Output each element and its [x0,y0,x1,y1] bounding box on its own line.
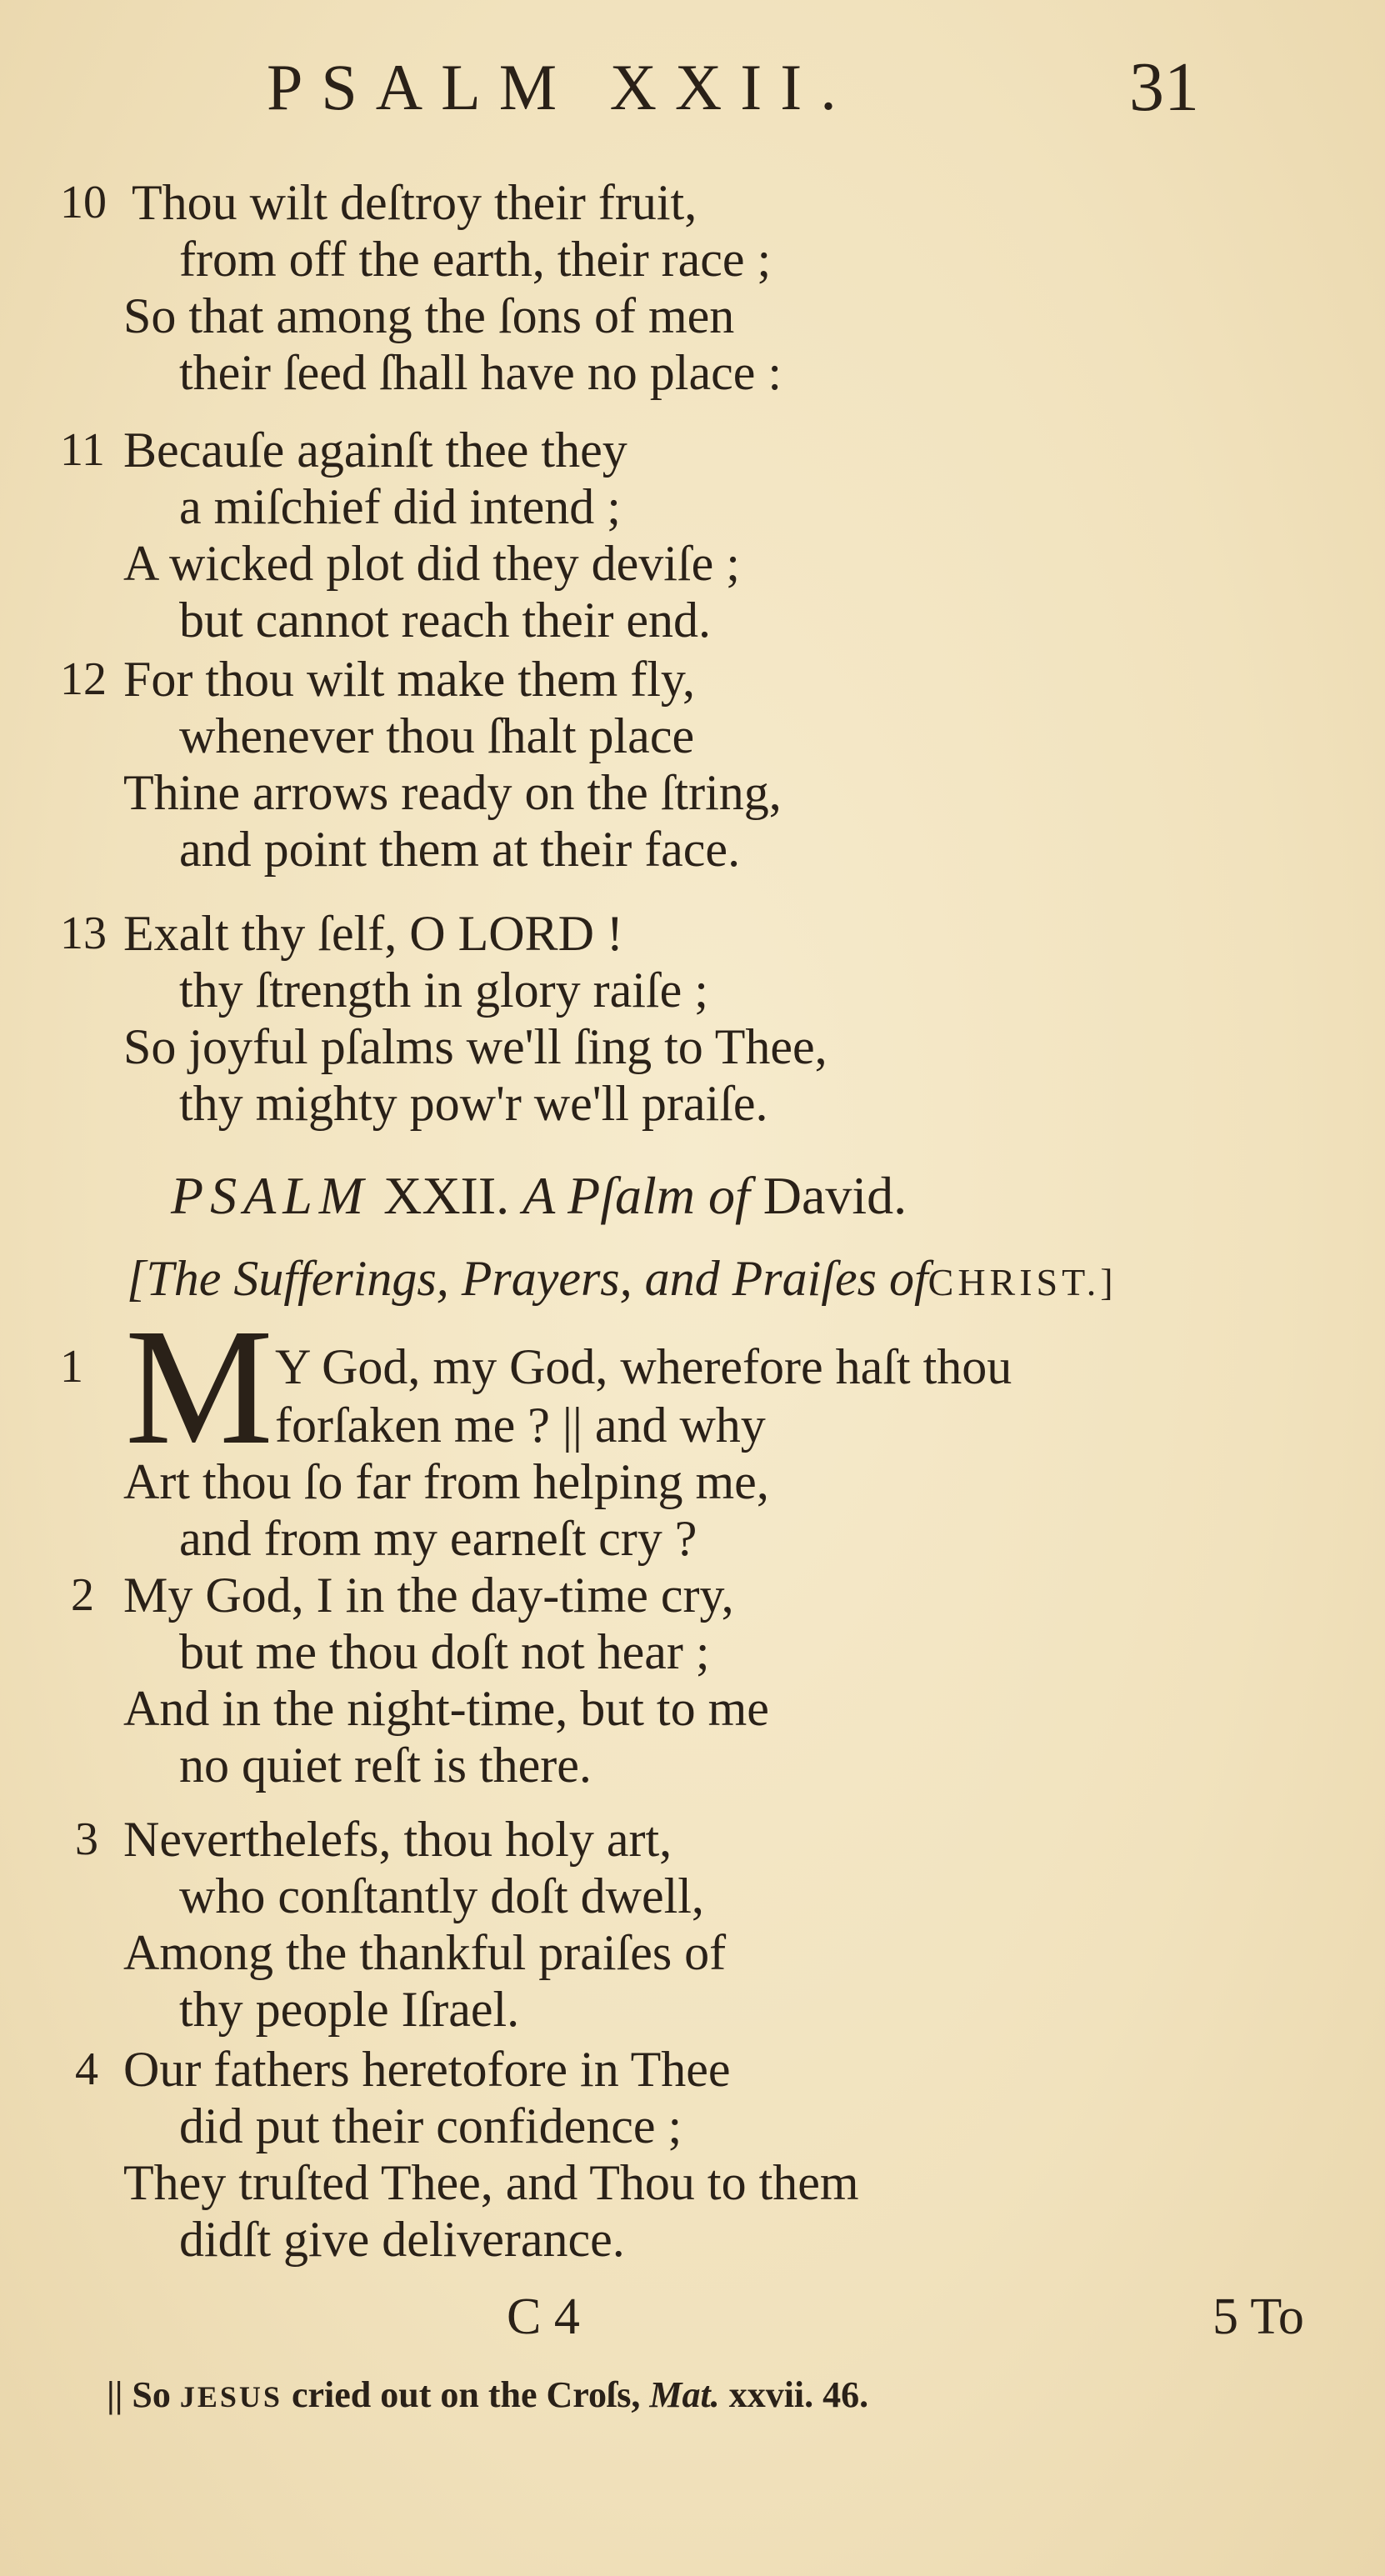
verse-line: So joyful pſalms we'll ſing to Thee, [123,1019,828,1074]
footnote-ref-italic: Mat. [649,2374,720,2415]
psalm-heading-number: XXII. [383,1166,510,1225]
footnote [107,2373,868,2416]
verse-line: forſaken me ? || and why [275,1398,766,1453]
footnote-ref: xxvii. 46. [728,2374,869,2415]
verse-line: but cannot reach their end. [179,593,712,648]
verse-line: did put their confidence ; [179,2098,682,2153]
verse-line: but me thou doſt not hear ; [179,1624,710,1679]
psalm-heading-word: PSALM [171,1166,371,1225]
verse-line: Thine arrows ready on the ſtring, [123,765,782,820]
footnote-mark: || [107,2374,123,2415]
verse-line: Y God, my God, wherefore haſt thou [275,1339,1012,1394]
verse-number: 4 [75,2043,98,2095]
verse-line: thy ſtrength in glory raiſe ; [179,963,708,1018]
verse-line: My God, I in the day-time cry, [123,1568,734,1623]
running-head: PSALM XXII. [267,51,855,123]
psalm-heading [171,1165,907,1227]
verse-line: and from my earneſt cry ? [179,1511,698,1566]
verse-number: 12 [60,653,107,705]
subtitle-italic: [The Sufferings, Prayers, and Praiſes of [127,1251,928,1306]
verse-line: thy people Iſrael. [179,1982,520,2037]
verse-number: 2 [71,1569,94,1621]
footnote-mid: cried out on the Croſs, [291,2374,641,2415]
verse-number: 3 [75,1813,98,1865]
verse-line: Our fathers heretofore in Thee [123,2042,731,2097]
verse-line: who conſtantly doſt dwell, [179,1868,704,1923]
verse-line: from off the earth, their race ; [179,232,772,287]
verse-line: and point them at their face. [179,822,741,877]
catchword: 5 To [1212,2288,1304,2345]
verse-number: 1 [60,1341,83,1393]
footnote-name: JESUS [179,2380,282,2413]
psalm-subtitle [127,1250,1118,1308]
verse-line: For thou wilt make them fly, [123,652,696,707]
verse-line: Exalt thy ſelf, O LORD ! [123,906,623,961]
verse-line: thy mighty pow'r we'll praiſe. [179,1076,768,1131]
verse-line: So that among the ſons of men [123,288,735,343]
verse-line: didſt give deliverance. [179,2212,625,2267]
signature-mark: C 4 [507,2288,580,2345]
verse-line: Becauſe againſt thee they [123,423,628,478]
verse-line: They truſted Thee, and Thou to them [123,2155,859,2210]
page-number: 31 [1129,48,1199,126]
verse-line: no quiet reſt is there. [179,1738,592,1793]
drop-cap: M [125,1295,273,1479]
verse-line: Among the thankful praiſes of [123,1925,727,1980]
psalm-heading-italic: A Pſalm of [522,1166,750,1225]
verse-number: 10 [60,177,107,228]
verse-line: Thou wilt deſtroy their fruit, [132,175,698,230]
verse-line: A wicked plot did they deviſe ; [123,536,740,591]
verse-line: Neverthelefs, thou holy art, [123,1812,672,1867]
footnote-pre: So [132,2374,171,2415]
verse-line: a miſchief did intend ; [179,479,621,534]
verse-line: whenever thou ſhalt place [179,708,695,763]
subtitle-name: CHRIST.] [928,1261,1118,1303]
verse-number: 13 [60,908,107,959]
psalm-heading-name: David. [762,1166,908,1225]
verse-line: And in the night-time, but to me [123,1681,769,1736]
verse-number: 11 [60,424,105,476]
verse-line: their ſeed ſhall have no place : [179,345,782,400]
verse-line: Art thou ſo far from helping me, [123,1454,769,1509]
